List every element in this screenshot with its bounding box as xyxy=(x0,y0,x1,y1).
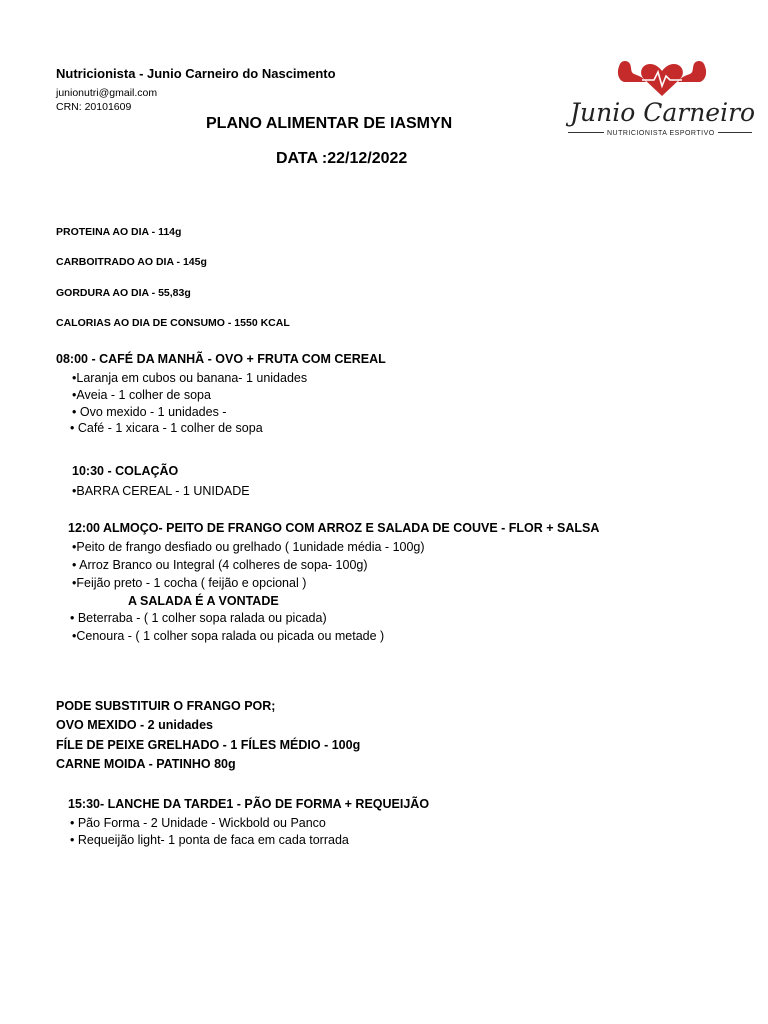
list-item: •Laranja em cubos ou banana- 1 unidades xyxy=(72,371,308,385)
list-item: •Aveia - 1 colher de sopa xyxy=(72,388,211,402)
list-item: • Arroz Branco ou Integral (4 colheres de sopa- 100g) xyxy=(72,558,368,572)
plan-date: DATA :22/12/2022 xyxy=(276,150,408,167)
salad-note: A SALADA É A VONTADE xyxy=(128,594,279,608)
substitute-item: FÍLE DE PEIXE GRELHADO - 1 FÍLES MÉDIO - 100g xyxy=(56,738,361,752)
plan-title: PLANO ALIMENTAR DE IASMYN xyxy=(206,115,453,132)
substitute-item: OVO MEXIDO - 2 unidades xyxy=(56,718,213,732)
macro-fat: GORDURA AO DIA - 55,83g xyxy=(56,287,191,299)
meal-title-breakfast: 08:00 - CAFÉ DA MANHÃ - OVO + FRUTA COM CEREAL xyxy=(56,352,386,366)
flexing-arms-heart-icon xyxy=(562,52,762,102)
meal-title-colacao: 10:30 - COLAÇÃO xyxy=(72,464,179,478)
list-item: • Café - 1 xicara - 1 colher de sopa xyxy=(70,421,263,435)
email-text: junionutri@gmail.com xyxy=(56,87,158,99)
list-item: •BARRA CEREAL - 1 UNIDADE xyxy=(72,484,250,498)
list-item: • Ovo mexido - 1 unidades - xyxy=(72,405,227,419)
list-item: •Peito de frango desfiado ou grelhado ( 1unidade média - 100g) xyxy=(72,540,425,554)
substitute-item: CARNE MOIDA - PATINHO 80g xyxy=(56,757,236,771)
macro-carbs: CARBOITRADO AO DIA - 145g xyxy=(56,256,207,268)
macro-protein: PROTEINA AO DIA - 114g xyxy=(56,226,182,238)
list-item: • Pão Forma - 2 Unidade - Wickbold ou Panco xyxy=(70,816,326,830)
list-item: • Beterraba - ( 1 colher sopa ralada ou picada) xyxy=(70,611,327,625)
logo-subtitle: NUTRICIONISTA ESPORTIVO xyxy=(604,130,718,137)
macro-calories: CALORIAS AO DIA DE CONSUMO - 1550 KCAL xyxy=(56,317,290,329)
meal-title-lunch: 12:00 ALMOÇO- PEITO DE FRANGO COM ARROZ E SALADA DE COUVE - FLOR + SALSA xyxy=(68,521,600,535)
list-item: • Requeijão light- 1 ponta de faca em cada torrada xyxy=(70,833,349,847)
list-item: •Cenoura - ( 1 colher sopa ralada ou picada ou metade ) xyxy=(72,629,385,643)
crn-text: CRN: 20101609 xyxy=(56,101,132,113)
brand-logo xyxy=(562,52,762,162)
logo-script-text: Junio Carneiro xyxy=(570,98,756,127)
list-item: •Feijão preto - 1 cocha ( feijão e opcional ) xyxy=(72,576,307,590)
meal-title-snack: 15:30- LANCHE DA TARDE1 - PÃO DE FORMA + REQUEIJÃO xyxy=(68,797,430,811)
substitute-heading: PODE SUBSTITUIR O FRANGO POR; xyxy=(56,699,276,713)
nutritionist-name: Nutricionista - Junio Carneiro do Nascimento xyxy=(56,66,336,81)
